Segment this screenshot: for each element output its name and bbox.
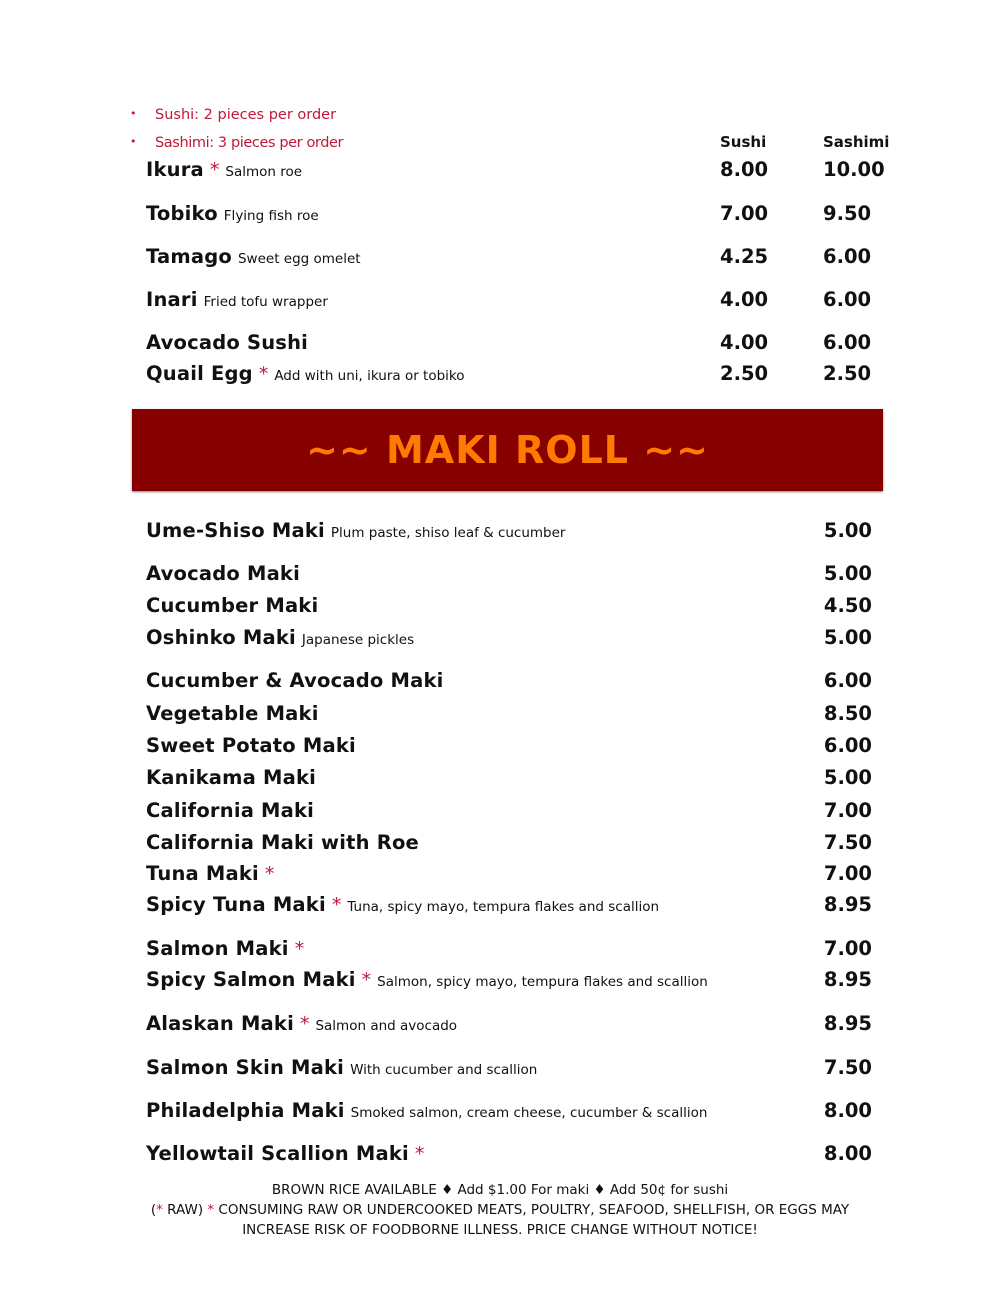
item-name: Ume-Shiso Maki	[146, 519, 325, 542]
maki-price: 7.00	[823, 862, 872, 885]
footer-line-1: BROWN RICE AVAILABLE ♦ Add $1.00 For maki ♦ Add 50¢ for sushi	[271, 1182, 729, 1198]
raw-star: *	[299, 1013, 310, 1035]
maki-price: 8.00	[823, 1142, 872, 1165]
item-name: Cucumber & Avocado Maki	[146, 669, 444, 692]
item-name: Salmon Skin Maki	[146, 1056, 345, 1079]
sushi-row	[146, 331, 886, 357]
column-header-sushi: Sushi	[720, 133, 767, 151]
raw-star: *	[264, 863, 275, 885]
maki-row	[146, 1142, 886, 1168]
menu-footer	[100, 1180, 900, 1240]
maki-row	[146, 893, 886, 919]
item-name: Ikura	[146, 158, 204, 181]
footer-line-2: (* RAW) * CONSUMING RAW OR UNDERCOOKED MEATS, POULTRY, SEAFOOD, SHELLFISH, OR EGGS MAY	[150, 1202, 850, 1218]
raw-star: *	[209, 159, 220, 181]
item-description: Smoked salmon, cream cheese, cucumber & scallion	[350, 1105, 708, 1121]
maki-price: 8.95	[823, 968, 872, 991]
sushi-row	[146, 288, 886, 314]
raw-star: *	[258, 363, 269, 385]
sashimi-price: 6.00	[823, 331, 872, 354]
sashimi-price: 6.00	[823, 245, 872, 268]
item-name: Kanikama Maki	[146, 766, 317, 789]
item-name: Inari	[146, 288, 198, 311]
maki-row	[146, 831, 886, 857]
item-description: With cucumber and scallion	[350, 1062, 538, 1078]
item-description: Add with uni, ikura or tobiko	[274, 368, 465, 384]
item-name: California Maki	[146, 799, 315, 822]
item-name: Oshinko Maki	[146, 626, 296, 649]
item-name: Avocado Maki	[146, 562, 300, 585]
sashimi-price: 2.50	[823, 362, 872, 385]
item-name: Vegetable Maki	[146, 702, 319, 725]
maki-price: 8.95	[823, 893, 872, 916]
raw-star: *	[294, 938, 305, 960]
sashimi-price: 10.00	[823, 158, 885, 181]
sushi-row	[146, 245, 886, 271]
maki-price: 5.00	[823, 562, 872, 585]
item-name: Philadelphia Maki	[146, 1099, 345, 1122]
maki-row	[146, 1099, 886, 1125]
item-description: Flying fish roe	[223, 208, 319, 224]
maki-price: 5.00	[823, 626, 872, 649]
sashimi-price: 6.00	[823, 288, 872, 311]
maki-row	[146, 702, 886, 728]
maki-row	[146, 968, 886, 994]
item-name: California Maki with Roe	[146, 831, 419, 854]
maki-row	[146, 1012, 886, 1038]
note-sashimi: • Sashimi: 3 pieces per order	[130, 135, 344, 151]
item-name: Tuna Maki	[146, 862, 259, 885]
maki-price: 6.00	[823, 734, 872, 757]
sushi-price: 4.00	[720, 331, 769, 354]
raw-star: *	[361, 969, 372, 991]
maki-price: 7.00	[823, 799, 872, 822]
item-description: Fried tofu wrapper	[203, 294, 328, 310]
column-header-sashimi: Sashimi	[823, 133, 890, 151]
raw-star: *	[414, 1143, 425, 1165]
item-name: Cucumber Maki	[146, 594, 319, 617]
item-name: Sweet Potato Maki	[146, 734, 356, 757]
sushi-row	[146, 202, 886, 228]
maki-row	[146, 626, 886, 652]
sushi-price: 2.50	[720, 362, 769, 385]
item-name: Tamago	[146, 245, 232, 268]
maki-row	[146, 1056, 886, 1082]
maki-price: 8.50	[823, 702, 872, 725]
maki-row	[146, 937, 886, 963]
maki-price: 5.00	[823, 519, 872, 542]
maki-row	[146, 594, 886, 620]
item-name: Salmon Maki	[146, 937, 289, 960]
item-description: Salmon, spicy mayo, tempura flakes and scallion	[377, 974, 708, 990]
item-name: Alaskan Maki	[146, 1012, 294, 1035]
raw-star: *	[331, 894, 342, 916]
maki-row	[146, 669, 886, 695]
sushi-price: 8.00	[720, 158, 769, 181]
sushi-price: 4.00	[720, 288, 769, 311]
sushi-price: 4.25	[720, 245, 769, 268]
maki-price: 7.00	[823, 937, 872, 960]
item-description: Salmon roe	[225, 164, 303, 180]
maki-price: 8.95	[823, 1012, 872, 1035]
item-description: Plum paste, shiso leaf & cucumber	[330, 525, 566, 541]
item-name: Spicy Tuna Maki	[146, 893, 326, 916]
footer-line-3: INCREASE RISK OF FOODBORNE ILLNESS. PRICE CHANGE WITHOUT NOTICE!	[242, 1222, 758, 1238]
maki-row	[146, 734, 886, 760]
serving-notes	[130, 104, 343, 160]
item-description: Tuna, spicy mayo, tempura flakes and scallion	[347, 899, 660, 915]
maki-price: 6.00	[823, 669, 872, 692]
sashimi-price: 9.50	[823, 202, 872, 225]
item-name: Spicy Salmon Maki	[146, 968, 356, 991]
item-description: Sweet egg omelet	[237, 251, 361, 267]
sushi-price: 7.00	[720, 202, 769, 225]
note-sushi: • Sushi: 2 pieces per order	[130, 107, 337, 123]
maki-price: 4.50	[823, 594, 872, 617]
maki-price: 7.50	[823, 1056, 872, 1079]
item-description: Salmon and avocado	[315, 1018, 458, 1034]
maki-price: 7.50	[823, 831, 872, 854]
maki-price: 8.00	[823, 1099, 872, 1122]
maki-row	[146, 562, 886, 588]
sushi-row	[146, 362, 886, 388]
maki-row	[146, 766, 886, 792]
item-name: Avocado Sushi	[146, 331, 309, 354]
item-name: Quail Egg	[146, 362, 253, 385]
maki-row	[146, 862, 886, 888]
maki-price: 5.00	[823, 766, 872, 789]
sushi-row	[146, 158, 886, 184]
item-name: Yellowtail Scallion Maki	[146, 1142, 409, 1165]
item-name: Tobiko	[146, 202, 218, 225]
maki-row	[146, 519, 886, 545]
maki-roll-banner	[132, 409, 883, 491]
banner-title: ~~ MAKI ROLL ~~	[306, 428, 709, 472]
item-description: Japanese pickles	[301, 632, 415, 648]
maki-row	[146, 799, 886, 825]
